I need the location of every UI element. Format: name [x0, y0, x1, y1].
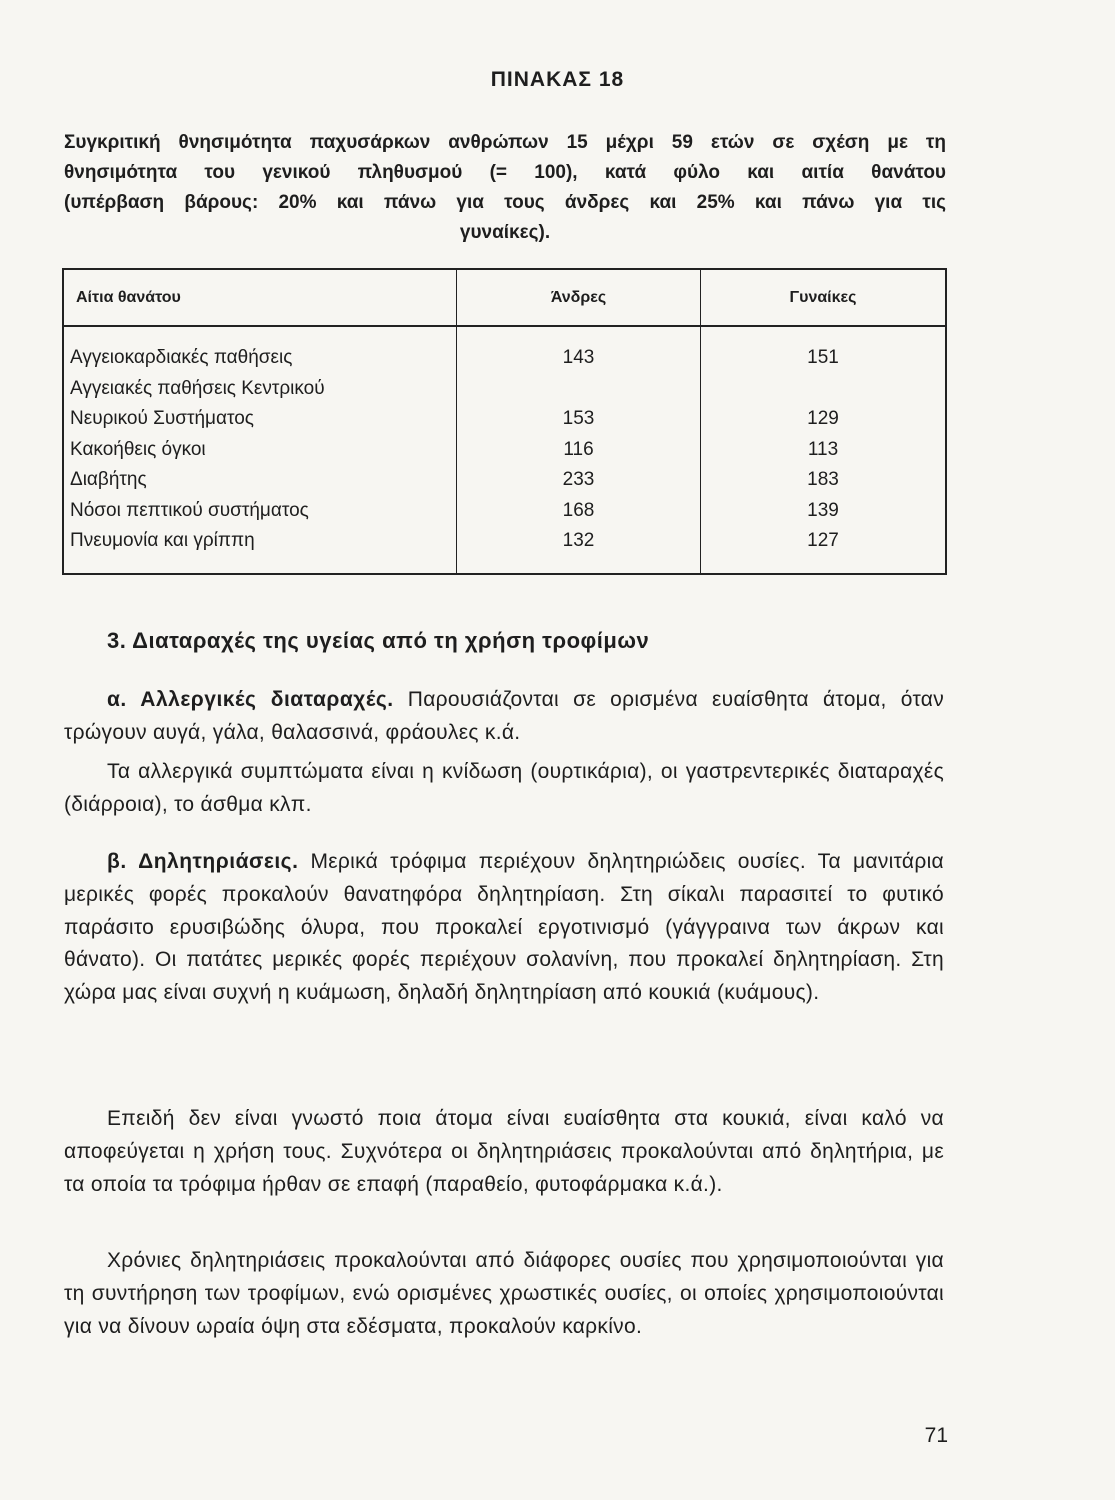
allergies-symptoms-paragraph	[64, 756, 944, 822]
table-title: ΠΙΝΑΚΑΣ 18	[490, 68, 625, 91]
header-cause: Αίτια θανάτου	[63, 269, 457, 326]
men-cell	[457, 374, 701, 405]
men-cell: 132	[457, 526, 701, 574]
table-row	[63, 526, 946, 574]
table-row	[63, 404, 946, 435]
men-cell: 153	[457, 404, 701, 435]
table-row	[63, 435, 946, 466]
cause-cell: Νόσοι πεπτικού συστήματος	[63, 496, 457, 527]
cause-cell: Διαβήτης	[63, 465, 457, 496]
cause-cell: Αγγειοκαρδιακές παθήσεις	[63, 326, 457, 374]
men-cell: 116	[457, 435, 701, 466]
cause-cell: Πνευμονία και γρίππη	[63, 526, 457, 574]
caption-line: Συγκριτική θνησιμότητα παχυσάρκων ανθρώπων 15 μέχρι 59 ετών σε σχέση με τη	[64, 132, 946, 153]
women-cell: 151	[807, 347, 839, 368]
cause-cell: Κακοήθεις όγκοι	[63, 435, 457, 466]
women-cell: 183	[807, 469, 839, 490]
allergies-paragraph	[64, 684, 944, 750]
caption-line: (υπέρβαση βάρους: 20% και πάνω για τους άνδρες και 25% και πάνω για τις	[64, 192, 946, 213]
beans-text: Επειδή δεν είναι γνωστό ποια άτομα είναι ευαίσθητα στα κουκιά, είναι καλό να αποφεύγεται η χρήση τους. Συχνότερα οι δηλητηριάσεις προκαλούνται από δηλητήρια, με τα οποία τα τρόφιμα ήρθαν σε επαφή (παραθείο, φυτοφάρμακα κ.ά.).	[64, 1107, 944, 1196]
men-cell: 233	[457, 465, 701, 496]
section-heading: 3. Διαταραχές της υγείας από τη χρήση τροφίμων	[107, 628, 650, 653]
table-row	[63, 374, 946, 405]
table-header-row	[63, 269, 946, 326]
women-cell: 127	[807, 530, 839, 551]
men-cell: 143	[457, 326, 701, 374]
header-women: Γυναίκες	[701, 269, 947, 326]
caption-line: γυναίκες).	[459, 222, 551, 243]
table-caption	[64, 128, 946, 248]
women-cell	[701, 374, 947, 405]
poisoning-paragraph	[64, 846, 944, 1010]
allergies-text: Παρουσιάζονται σε ορισμένα ευαίσθητα άτομα, όταν τρώγουν αυγά, γάλα, θαλασσινά, φράουλες κ.ά.	[64, 688, 944, 744]
table-row	[63, 496, 946, 527]
mortality-table	[62, 268, 947, 575]
chronic-poisoning-text: Χρόνιες δηλητηριάσεις προκαλούνται από διάφορες ουσίες που χρησιμοποιούνται για τη συντήρηση των τροφίμων, ενώ ορισμένες χρωστικές ουσίες, οι οποίες χρησιμοποιούνται για να δίνουν ωραία όψη στα εδέσματα, προκαλούν καρκίνο.	[64, 1249, 944, 1338]
allergies-label: α. Αλλεργικές διαταραχές.	[107, 688, 394, 711]
table-row	[63, 326, 946, 374]
cause-cell: Αγγειακές παθήσεις Κεντρικού	[63, 374, 457, 405]
header-men: Άνδρες	[457, 269, 701, 326]
women-cell: 113	[807, 438, 839, 460]
women-cell: 139	[807, 499, 839, 521]
caption-line: θνησιμότητα του γενικού πληθυσμού (= 100), κατά φύλο και αιτία θανάτου	[64, 162, 946, 183]
poisoning-text: Μερικά τρόφιμα περιέχουν δηλητηριώδεις ουσίες. Τα μανιτάρια μερικές φορές προκαλούν θανατηφόρα δηλητηρίαση. Στη σίκαλι παρασιτεί το φυτικό παράσιτο ερυσιβώδης όλυρα, που προκαλεί εργοτινισμό (γάγγραινα των άκρων και θάνατο). Οι πατάτες μερικές φορές περιέχουν σολανίνη, που προκαλεί δηλητηρίαση. Στη χώρα μας είναι συχνή η κυάμωση, δηλαδή δηλητηρίαση από κουκιά (κυάμους).	[64, 850, 944, 1005]
cause-cell: Νευρικού Συστήματος	[63, 404, 457, 435]
page-number: 71	[924, 1424, 948, 1447]
chronic-poisoning-paragraph	[64, 1245, 944, 1343]
poisoning-label: β. Δηλητηριάσεις.	[107, 850, 299, 873]
allergies-symptoms-text: Τα αλλεργικά συμπτώματα είναι η κνίδωση (ουρτικάρια), οι γαστρεντερικές διαταραχές (διάρροια), το άσθμα κλπ.	[64, 760, 944, 816]
beans-paragraph	[64, 1103, 944, 1201]
table-row	[63, 465, 946, 496]
women-cell: 129	[807, 408, 839, 429]
men-cell: 168	[457, 496, 701, 527]
